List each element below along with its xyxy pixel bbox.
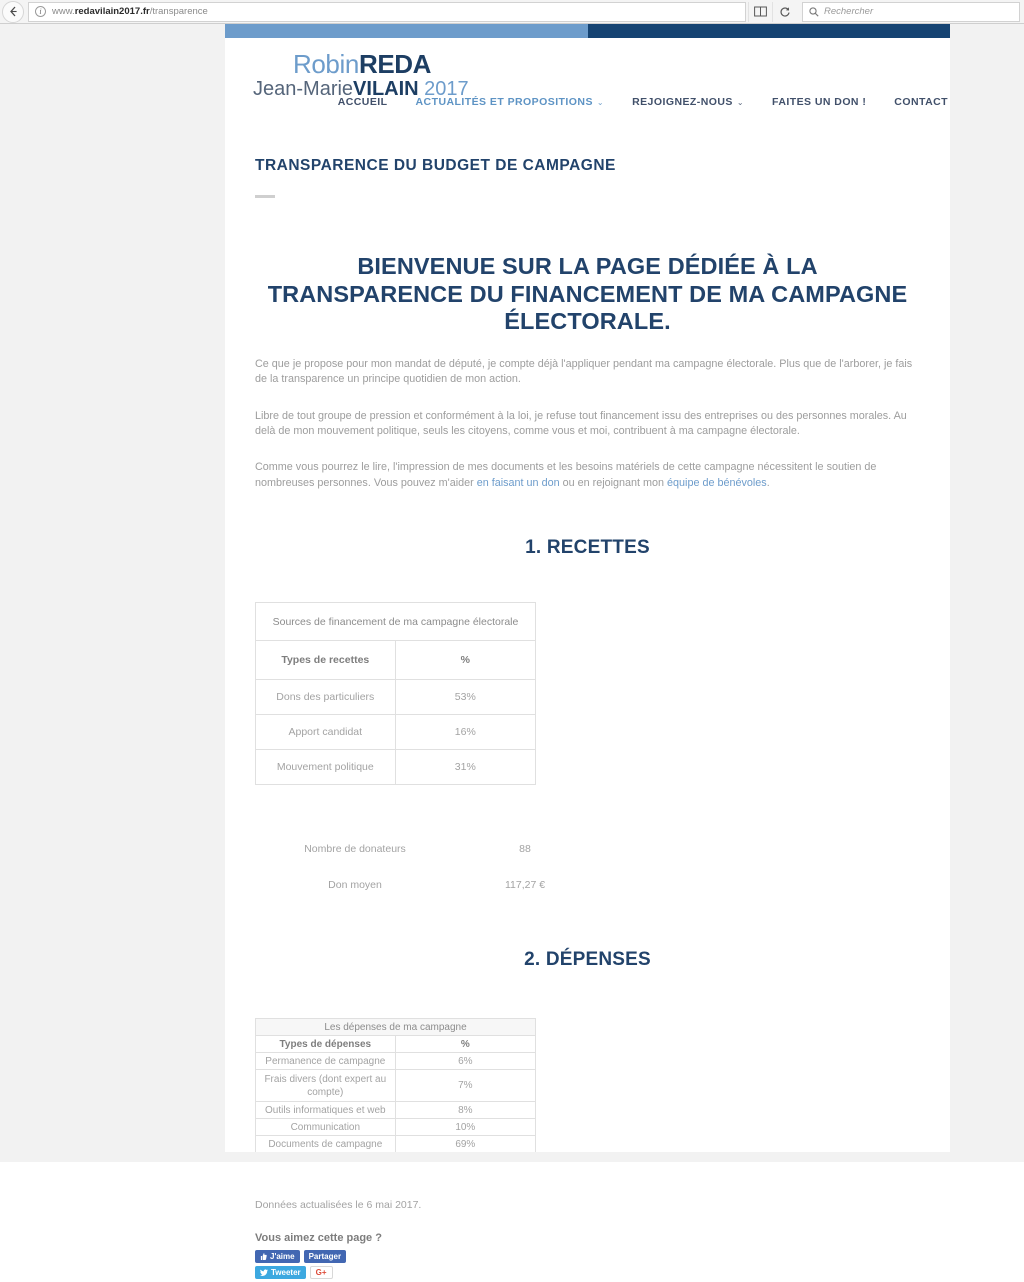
column-header-percent: % bbox=[395, 1036, 535, 1053]
table-depenses bbox=[255, 1018, 536, 1153]
site-header bbox=[225, 38, 950, 124]
google-plus-button[interactable] bbox=[310, 1266, 333, 1279]
stat-row-average-donation bbox=[255, 867, 920, 903]
info-icon[interactable]: i bbox=[35, 6, 46, 17]
table-caption: Sources de financement de ma campagne électorale bbox=[256, 603, 536, 641]
cell-value: 10% bbox=[395, 1119, 535, 1136]
table-row bbox=[256, 1070, 536, 1102]
url-path: /transparence bbox=[149, 6, 208, 17]
cell-label: Dons des particuliers bbox=[256, 680, 396, 715]
table-row bbox=[256, 715, 536, 750]
section-heading-recettes: 1. RECETTES bbox=[525, 537, 650, 559]
facebook-share-label: Partager bbox=[308, 1252, 342, 1262]
logo-year: 2017 bbox=[424, 78, 469, 100]
volunteer-link[interactable]: équipe de bénévoles bbox=[667, 476, 767, 489]
depenses-table-wrapper bbox=[255, 1018, 920, 1153]
main-navigation bbox=[338, 96, 950, 108]
stripe-dark bbox=[588, 24, 950, 38]
like-page-question: Vous aimez cette page ? bbox=[255, 1232, 382, 1245]
search-icon bbox=[809, 7, 819, 17]
section-heading-depenses: 2. DÉPENSES bbox=[524, 949, 651, 971]
data-updated-note: Données actualisées le 6 mai 2017. bbox=[255, 1199, 422, 1212]
page-canvas bbox=[0, 24, 1024, 1278]
nav-item-faites-un-don[interactable] bbox=[772, 96, 866, 108]
cell-value: 53% bbox=[395, 680, 535, 715]
url-domain: redavilain2017.fr bbox=[74, 6, 150, 17]
title-divider bbox=[255, 195, 275, 198]
back-arrow-icon[interactable] bbox=[2, 1, 24, 23]
url-text bbox=[52, 6, 208, 17]
logo-lastname: REDA bbox=[358, 49, 432, 79]
table-row bbox=[256, 1053, 536, 1070]
cell-label: Frais divers (dont expert au compte) bbox=[256, 1070, 396, 1102]
table-recettes bbox=[255, 602, 536, 785]
column-header-type: Types de recettes bbox=[256, 641, 396, 680]
cell-label: Permanence de campagne bbox=[256, 1053, 396, 1070]
donate-link[interactable]: en faisant un don bbox=[476, 476, 560, 489]
table-row bbox=[256, 1102, 536, 1119]
nav-label: REJOIGNEZ-NOUS bbox=[632, 96, 733, 108]
paragraph-3-text-a: Comme vous pourrez le lire, l'impression de mes documents et les besoins matériels de cette campagne nécessitent le soutien de nombreuses personnes. Vous pouvez m'aider bbox=[255, 461, 877, 489]
facebook-share-button[interactable] bbox=[304, 1250, 346, 1263]
stat-label: Don moyen bbox=[328, 879, 382, 892]
nav-item-contact[interactable] bbox=[894, 96, 948, 108]
donor-stats bbox=[255, 831, 920, 903]
site-logo[interactable] bbox=[253, 51, 469, 99]
paragraph-3 bbox=[255, 460, 920, 491]
social-buttons bbox=[255, 1250, 920, 1279]
nav-item-actualites-et-propositions[interactable] bbox=[416, 96, 605, 108]
paragraph-1: Ce que je propose pour mon mandat de député, je compte déjà l'appliquer pendant ma campagne électorale. Plus que de l'arborer, je fais de la transparence un principe quotidien de mon action. bbox=[255, 358, 913, 386]
url-prefix: www. bbox=[52, 6, 75, 17]
logo-running-mate-first: Jean-Marie bbox=[253, 78, 354, 100]
reader-view-icon[interactable] bbox=[748, 2, 772, 22]
table-row bbox=[256, 680, 536, 715]
table-caption: Les dépenses de ma campagne bbox=[256, 1019, 536, 1036]
cell-value: 8% bbox=[395, 1102, 535, 1119]
cell-label: Mouvement politique bbox=[256, 750, 396, 785]
column-header-percent: % bbox=[395, 641, 535, 680]
stripe-light bbox=[225, 24, 588, 38]
table-caption-row bbox=[256, 1019, 536, 1036]
top-color-stripe bbox=[225, 24, 950, 38]
cell-label: Apport candidat bbox=[256, 715, 396, 750]
logo-running-mate-last: VILAIN bbox=[353, 78, 419, 100]
chevron-down-icon: ⌄ bbox=[596, 97, 605, 107]
website-container bbox=[225, 24, 950, 1282]
cell-value: 31% bbox=[395, 750, 535, 785]
cell-value: 69% bbox=[395, 1136, 535, 1153]
twitter-tweet-button[interactable] bbox=[255, 1266, 306, 1279]
browser-search-placeholder: Rechercher bbox=[824, 6, 874, 17]
stat-value: 117,27 € bbox=[504, 879, 546, 892]
cell-value: 7% bbox=[395, 1070, 535, 1102]
twitter-bird-icon bbox=[260, 1269, 268, 1276]
logo-line-1 bbox=[253, 51, 469, 77]
table-row bbox=[256, 1119, 536, 1136]
cell-value: 6% bbox=[395, 1053, 535, 1070]
logo-firstname: Robin bbox=[293, 49, 359, 79]
table-row bbox=[256, 750, 536, 785]
reload-icon[interactable] bbox=[772, 2, 796, 22]
paragraph-3-text-b: ou en rejoignant mon bbox=[559, 476, 668, 489]
paragraph-3-text-c: . bbox=[766, 476, 770, 489]
nav-label: ACTUALITÉS ET PROPOSITIONS bbox=[415, 96, 593, 108]
recettes-table-wrapper bbox=[255, 602, 920, 785]
table-header-row bbox=[256, 1036, 536, 1053]
social-row-facebook bbox=[255, 1250, 920, 1263]
page-bottom-edge bbox=[0, 1152, 1024, 1162]
twitter-tweet-label: Tweeter bbox=[271, 1268, 301, 1278]
page-content bbox=[225, 157, 950, 1279]
social-row-twitter bbox=[255, 1266, 920, 1279]
chevron-down-icon: ⌄ bbox=[736, 97, 745, 107]
stat-label: Nombre de donateurs bbox=[304, 843, 406, 856]
cell-value: 16% bbox=[395, 715, 535, 750]
cell-label: Documents de campagne bbox=[256, 1136, 396, 1153]
facebook-like-button[interactable] bbox=[255, 1250, 300, 1263]
thumbs-up-icon bbox=[260, 1253, 267, 1260]
page-title: TRANSPARENCE DU BUDGET DE CAMPAGNE bbox=[255, 157, 616, 174]
browser-search-box[interactable] bbox=[802, 2, 1020, 22]
column-header-type: Types de dépenses bbox=[256, 1036, 396, 1053]
stat-row-donors bbox=[255, 831, 920, 867]
table-caption-row bbox=[256, 603, 536, 641]
table-header-row bbox=[256, 641, 536, 680]
stat-value: 88 bbox=[519, 843, 531, 856]
nav-label: FAITES UN DON ! bbox=[772, 96, 867, 108]
paragraph-2: Libre de tout groupe de pression et conformément à la loi, je refuse tout financement issu des entreprises ou des personnes morales. Au delà de mon mouvement politique, seuls les citoyens, comme vous et moi, contribuent à ma campagne électorale. bbox=[255, 409, 907, 438]
nav-item-rejoignez-nous[interactable] bbox=[632, 96, 744, 108]
nav-label: CONTACT bbox=[894, 96, 948, 108]
browser-toolbar bbox=[0, 0, 1024, 24]
table-row bbox=[256, 1136, 536, 1153]
nav-item-accueil[interactable] bbox=[338, 96, 388, 108]
cell-label: Communication bbox=[256, 1119, 396, 1136]
cell-label: Outils informatiques et web bbox=[256, 1102, 396, 1119]
address-bar[interactable] bbox=[28, 2, 746, 22]
google-plus-label: G+ bbox=[315, 1268, 327, 1278]
facebook-like-label: J'aime bbox=[270, 1252, 295, 1262]
welcome-heading: BIENVENUE SUR LA PAGE DÉDIÉE À LA TRANSPARENCE DU FINANCEMENT DE MA CAMPAGNE ÉLECTORALE. bbox=[267, 253, 908, 335]
nav-label: ACCUEIL bbox=[337, 96, 388, 108]
